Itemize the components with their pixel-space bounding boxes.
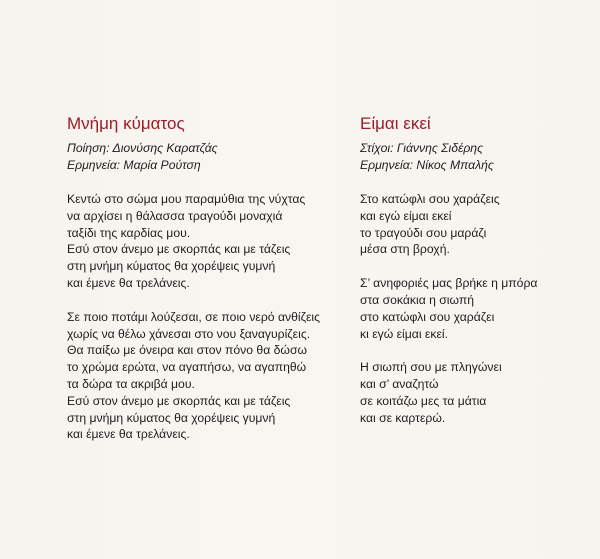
stanza	[360, 359, 580, 426]
lyric-line: στο κατώφλι σου χαράζει	[360, 309, 495, 324]
song-left	[67, 114, 347, 460]
song-title: Είμαι εκεί	[360, 114, 431, 133]
lyric-line: τα δώρα τα ακριβά μου.	[67, 376, 195, 391]
lyric-line: σε κοιτάζω μες τα μάτια	[360, 393, 487, 408]
lyric-line: το τραγούδι σου μαράζι	[360, 225, 487, 240]
lyric-line: Στο κατώφλι σου χαράζεις	[360, 192, 500, 206]
lyric-line: και σε καρτερώ.	[360, 410, 446, 425]
stanza	[67, 191, 347, 292]
stanza	[67, 309, 347, 443]
song-credits	[360, 140, 580, 174]
lyric-line: χωρίς να θέλω χάνεσαι στο νου ξαναγυρίζεις.	[67, 326, 311, 341]
song-right	[360, 114, 580, 444]
performer-credit: Ερμηνεία: Μαρία Ρούτση	[67, 158, 201, 172]
lyric-line: και εγώ είμαι εκεί	[360, 208, 452, 223]
lyric-line: μέσα στη βροχή.	[360, 242, 450, 257]
stanza	[360, 275, 580, 342]
lyric-line: Σε ποιο ποτάμι λούζεσαι, σε ποιο νερό ανθίζεις	[67, 309, 320, 324]
lyric-line: κι εγώ είμαι εκεί.	[360, 326, 448, 341]
lyricist-credit: Στίχοι: Γιάννης Σιδέρης	[360, 141, 484, 155]
performer-credit: Ερμηνεία: Νίκος Μπαλής	[360, 158, 494, 172]
lyric-line: Η σιωπή σου με πληγώνει	[360, 360, 502, 375]
lyric-line: στη μνήμη κύματος θα χορέψεις γυμνή	[67, 410, 276, 425]
stanza	[360, 191, 580, 258]
lyric-line: Κεντώ στο σώμα μου παραμύθια της νύχτας	[67, 192, 306, 206]
lyric-line: Εσύ στον άνεμο με σκορπάς και με τάζεις	[67, 242, 291, 257]
lyric-line: στα σοκάκια η σιωπή	[360, 292, 475, 307]
lyric-line: και σ’ αναζητώ	[360, 377, 439, 392]
song-credits	[67, 140, 347, 174]
lyric-line: να αρχίσει η θάλασσα τραγούδι μοναχιά	[67, 208, 283, 223]
song-title: Μνήμη κύματος	[67, 114, 185, 133]
lyric-line: Σ’ ανηφοριές μας βρήκε η μπόρα	[360, 276, 538, 291]
lyric-line: και έμενε θα τρελάνεις.	[67, 275, 190, 290]
lyricist-credit: Ποίηση: Διονύσης Καρατζάς	[67, 141, 218, 155]
lyric-line: Θα παίξω με όνειρα και στον πόνο θα δώσω	[67, 343, 307, 358]
lyric-line: το χρώμα ερώτα, να αγαπήσω, να αγαπηθώ	[67, 360, 307, 375]
lyric-line: στη μνήμη κύματος θα χορέψεις γυμνή	[67, 259, 276, 274]
lyric-line: ταξίδι της καρδίας μου.	[67, 225, 191, 240]
lyric-line: και έμενε θα τρελάνεις.	[67, 427, 190, 442]
lyric-line: Εσύ στον άνεμο με σκορπάς και με τάζεις	[67, 393, 291, 408]
